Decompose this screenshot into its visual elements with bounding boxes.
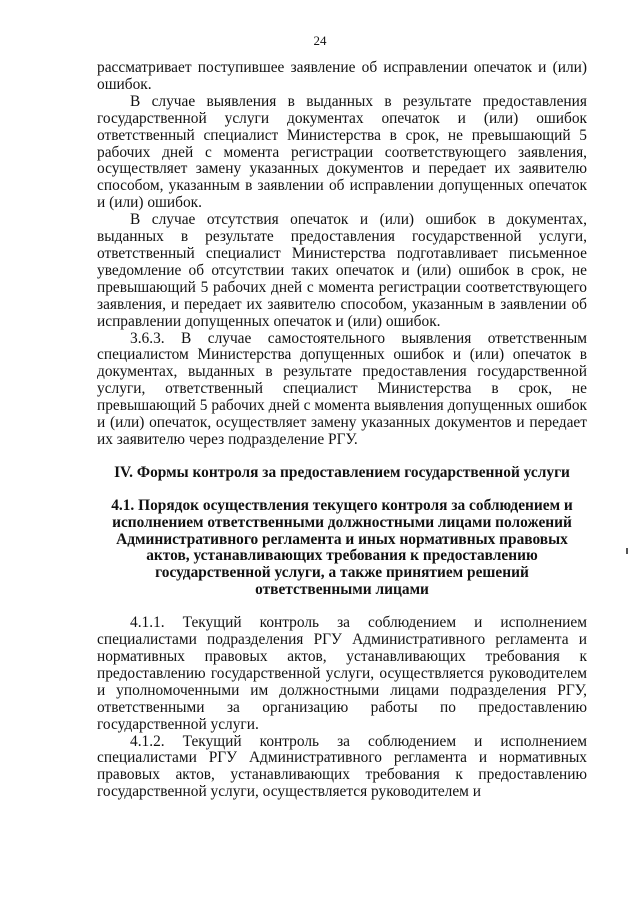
paragraph-4-1-1: 4.1.1. Текущий контроль за соблюдением и исполнением специалистами подразделения РГУ Административного регламента и нормативных правовых актов, устанавливающих требования к предоставлению государственной услуги, осуществляется руководителем и уполномоченными им должностными лицами подразделения РГУ, ответственными за организацию работы по предоставлению государственной услуги. (97, 614, 587, 733)
paragraph-4-1-2: 4.1.2. Текущий контроль за соблюдением и исполнением специалистами РГУ Административного регламента и нормативных правовых актов, устанавливающих требования к предоставлению государственной услуги, осуществляется руководителем и (97, 732, 587, 801)
section-heading: IV. Формы контроля за предоставлением государственной услуги (114, 463, 570, 481)
paragraph-continuation: рассматривает поступившее заявление об исправлении опечаток и (или) ошибок. (97, 59, 587, 93)
paragraph-errors-found: В случае выявления в выданных в результате предоставления государственной услуги документах опечаток и (или) ошибок ответственный специалист Министерства в срок, не превышающий 5 рабочих дней с момента регистрации соответствующего заявления, осуществляет замену указанных документов и передает их заявителю способом, указанным в заявлении об исправлении допущенных опечаток и (или) ошибок. (97, 92, 587, 212)
paragraph-no-errors: В случае отсутствия опечаток и (или) ошибок в документах, выданных в результате предоставления государственной услуги, ответственный специалист Министерства подготавливает письменное уведомление об отсутствии таких опечаток и (или) ошибок в срок, не превышающий 5 рабочих дней с момента регистрации соответствующего заявления, и передает их заявителю способом, указанным в заявлении об исправлении допущенных опечаток и (или) ошибок. (97, 211, 587, 330)
page-number: 24 (313, 33, 327, 48)
paragraph-3-6-3: 3.6.3. В случае самостоятельного выявления ответственным специалистом Министерства допущенных ошибок и (или) опечаток в документах, выданных в результате предоставления государственной услуги, ответственный специалист Министерства в срок, не превышающий 5 рабочих дней с момента выявления допущенных ошибок и (или) опечаток, осуществляет замену указанных документов и передает их заявителю через подразделение РГУ. (97, 329, 587, 448)
subsection-heading: 4.1. Порядок осуществления текущего контроля за соблюдением и исполнением ответственными должностными лицами положений Административного регламента и иных нормативных правовых актов, устанавливающих требования к предоставлению государственной услуги, а также принятием решений ответственными лицами (111, 496, 573, 599)
margin-mark (626, 548, 628, 554)
document-body (97, 60, 587, 801)
